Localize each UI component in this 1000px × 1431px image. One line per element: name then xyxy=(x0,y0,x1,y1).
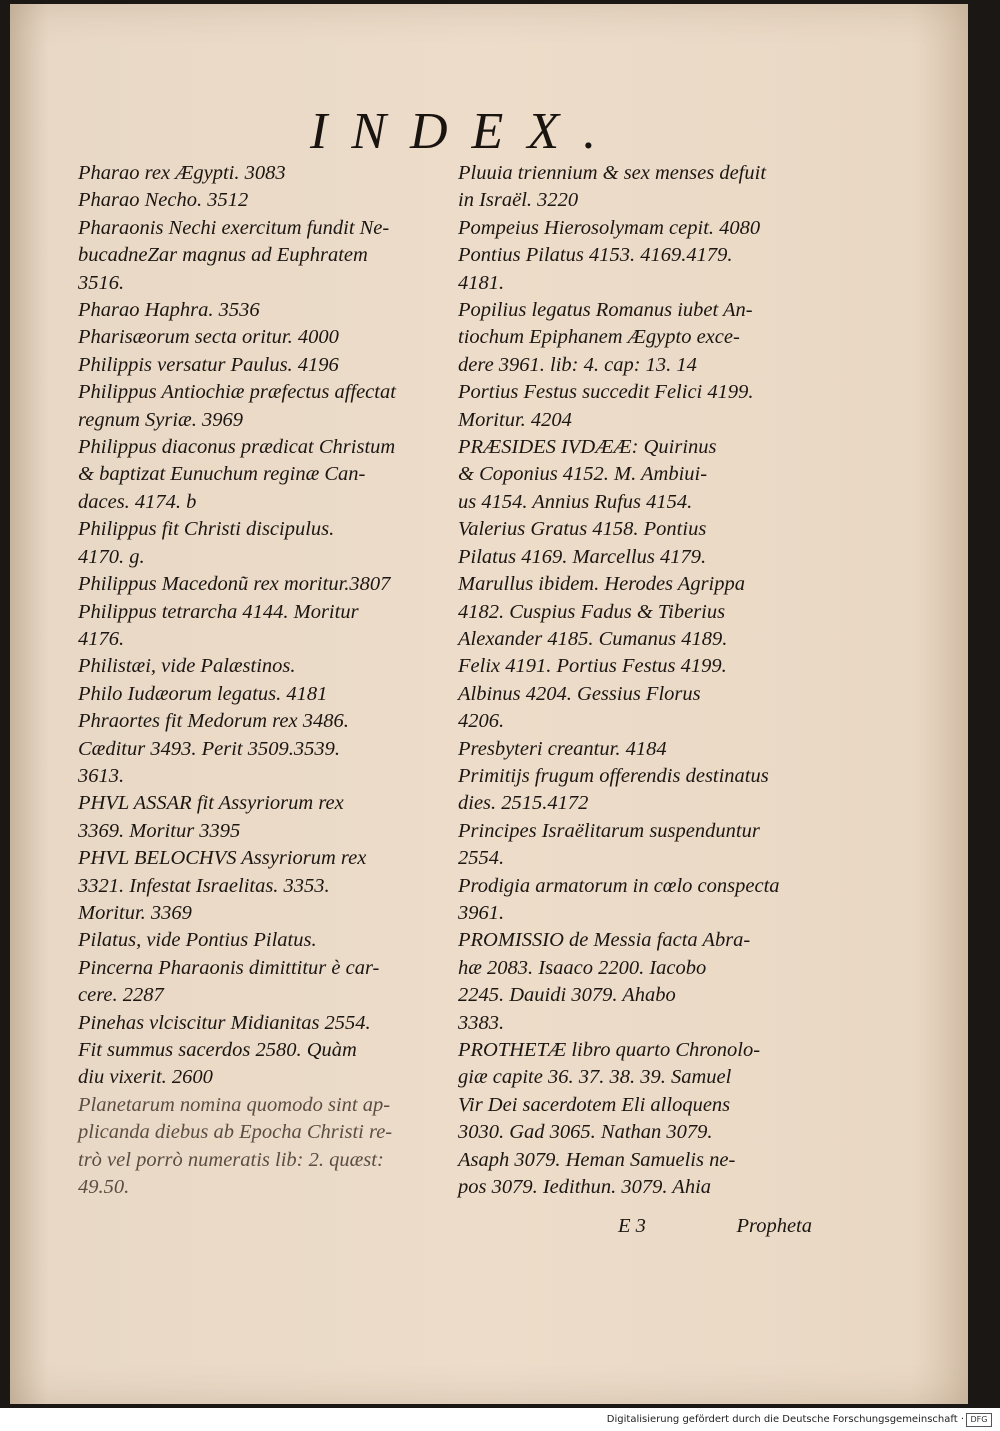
index-entry: PHVL ASSAR fit Assyriorum rex 3369. Moritur 3395 xyxy=(78,792,344,842)
index-entry: Portius Festus succedit Felici 4199. Moritur. 4204 xyxy=(458,381,754,431)
index-entry: Pharao Haphra. 3536 xyxy=(78,299,260,322)
index-entry: Philippis versatur Paulus. 4196 xyxy=(78,353,339,376)
index-entry: Presbyteri creantur. 4184 xyxy=(458,737,667,760)
index-entry: Pharao Necho. 3512 xyxy=(78,189,249,212)
index-column-left xyxy=(78,160,430,1201)
index-entry: Pinehas vlciscitur Midianitas 2554. Fit summus sacerdos 2580. Quàm diu vixerit. 2600 xyxy=(78,1011,371,1089)
page-title: INDEX. xyxy=(310,103,621,160)
index-entry: Popilius legatus Romanus iubet An- tiochum Epiphanem Ægypto exce- dere 3961. lib: 4. cap: 13. 14 xyxy=(458,299,753,376)
index-entry: PHVL BELOCHVS Assyriorum rex 3321. Infestat Israelitas. 3353. Moritur. 3369 xyxy=(78,847,367,924)
index-entry: Philistæi, vide Palæstinos. xyxy=(78,655,296,678)
index-entry: Philippus fit Christi discipulus. 4170. g. xyxy=(78,518,335,568)
index-entry: Principes Israëlitarum suspenduntur 2554. xyxy=(458,819,760,870)
index-entry: Philippus Antiochiæ præfectus affectat regnum Syriæ. 3969 xyxy=(78,381,396,431)
index-entry: Phraortes fit Medorum rex 3486. Cæditur 3493. Perit 3509.3539. 3613. xyxy=(78,710,349,787)
index-entry: Pharisæorum secta oritur. 4000 xyxy=(78,326,339,349)
index-entry: Pontius Pilatus 4153. 4169.4179. 4181. xyxy=(458,244,733,294)
index-entry: Pompeius Hierosolymam cepit. 4080 xyxy=(458,216,761,239)
index-entry: Prodigia armatorum in cœlo conspecta 3961. xyxy=(458,874,780,924)
catchword: Propheta xyxy=(736,1215,812,1237)
index-entry: Planetarum nomina quomodo sint ap- plicanda diebus ab Epocha Christi re- trò vel porrò numeratis lib: 2. quæst: 49.50. xyxy=(78,1093,393,1199)
index-entry: PROTHETÆ libro quarto Chronolo- giæ capite 36. 37. 38. 39. Samuel Vir Dei sacerdotem Eli alloquens 3030. Gad 3065. Nathan 3079. Asaph 3079. Heman Samuelis ne- pos 3079. Iedithun. 3079. Ahia xyxy=(458,1039,761,1199)
index-entry: PROMISSIO de Messia facta Abra- hæ 2083. Isaaco 2200. Iacobo 2245. Dauidi 3079. Ahabo 3383. xyxy=(458,929,751,1034)
index-entry: Philippus tetrarcha 4144. Moritur 4176. xyxy=(78,600,359,650)
index-entry: Philippus Macedonũ rex moritur.3807 xyxy=(78,573,391,596)
index-entry: Pharao rex Ægypti. 3083 xyxy=(78,162,286,184)
index-entry: PRÆSIDES IVDÆÆ: Quirinus & Coponius 4152. M. Ambiui- us 4154. Annius Rufus 4154. Valerius Gratus 4158. Pontius Pilatus 4169. Marcellus 4179. Marullus ibidem. Herodes Agrippa 4182. Cuspius Fadus & Tiberius Alexander 4185. Cumanus 4189. Felix 4191. Portius Festus 4199. Albinus 4204. Gessius Florus 4206. xyxy=(458,436,745,733)
index-column-right xyxy=(458,160,814,1201)
index-entry: Pluuia triennium & sex menses defuit in Israël. 3220 xyxy=(458,162,767,212)
index-entry: Philo Iudæorum legatus. 4181 xyxy=(78,682,328,705)
index-entry: Pharaonis Nechi exercitum fundit Ne- bucadneZar magnus ad Euphratem 3516. xyxy=(78,216,390,294)
digitization-credit: Digitalisierung gefördert durch die Deutsche Forschungsgemeinschaft · xyxy=(606,1414,964,1425)
index-entry: Philippus diaconus prædicat Christum & baptizat Eunuchum reginæ Can- daces. 4174. b xyxy=(78,436,396,513)
index-entry: Pincerna Pharaonis dimittitur è car- cere. 2287 xyxy=(78,956,380,1007)
index-entry: Pilatus, vide Pontius Pilatus. xyxy=(78,929,317,952)
signature-mark: E 3 xyxy=(618,1215,646,1237)
index-entry: Primitijs frugum offerendis destinatus dies. 2515.4172 xyxy=(458,764,769,815)
dfg-logo: DFG xyxy=(966,1413,992,1427)
